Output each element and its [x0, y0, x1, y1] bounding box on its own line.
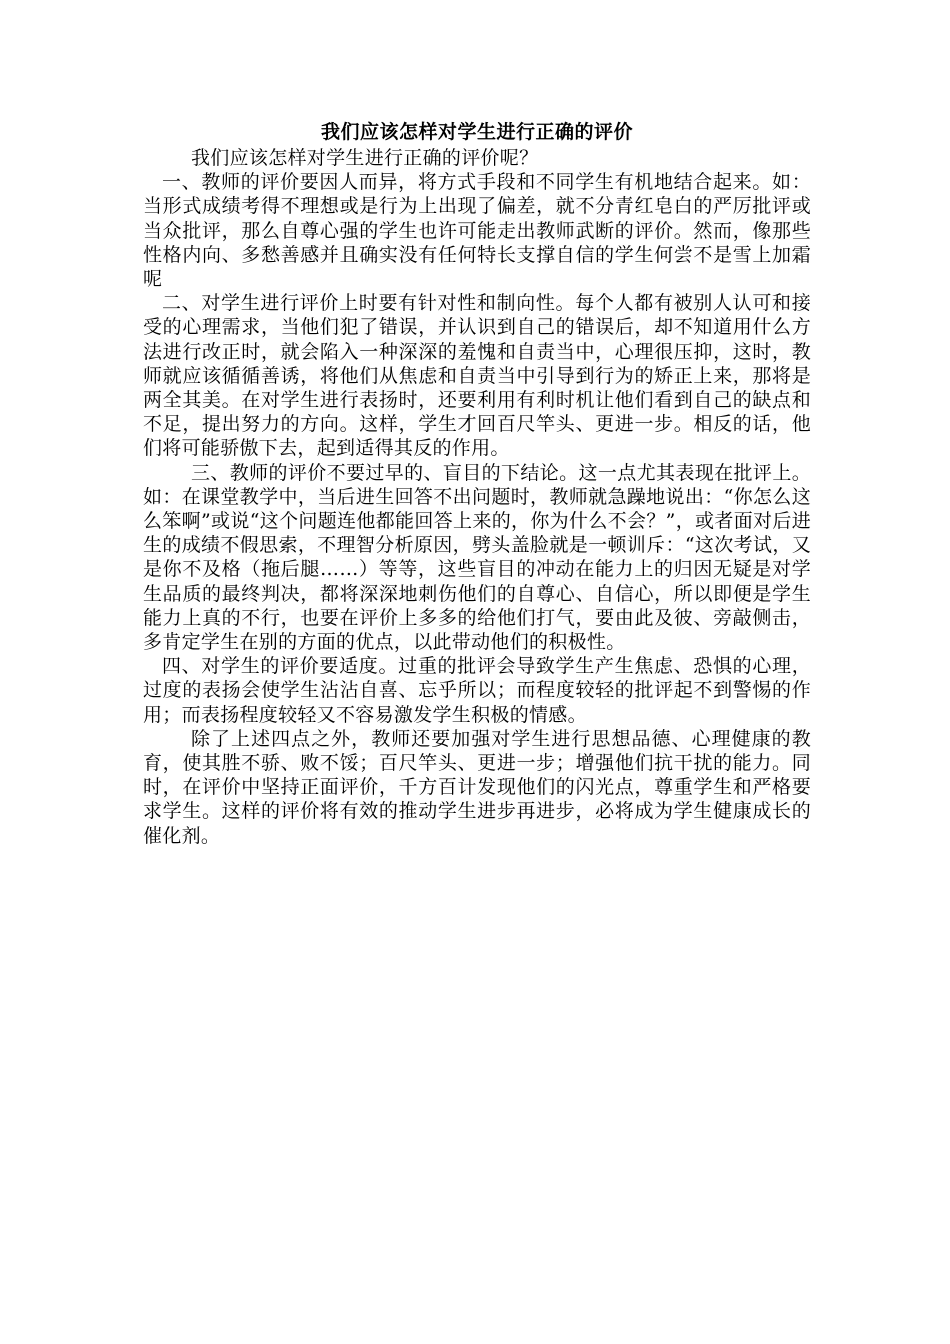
document-title: 我们应该怎样对学生进行正确的评价: [320, 121, 633, 143]
paragraph-point-4: 四、对学生的评价要适度。过重的批评会导致学生产生焦虑、恐惧的心理，过度的表扬会使学生沾沾自喜、忘乎所以；而程度较轻的批评起不到警惕的作用；而表扬程度较轻又不容易激发学生积极的情感。: [143, 655, 811, 726]
document-page: [143, 118, 811, 848]
intro-question: 我们应该怎样对学生进行正确的评价呢？: [191, 147, 539, 169]
paragraph-point-2: 二、对学生进行评价上时要有针对性和制向性。每个人都有被别人认可和接受的心理需求，当他们犯了错误，并认识到自己的错误后，却不知道用什么方法进行改正时，就会陷入一种深深的羞愧和自责当中，心理很压抑，这时，教师就应该循循善诱，将他们从焦虑和自责当中引导到行为的矫正上来，那将是两全其美。在对学生进行表扬时，还要利用有利时机让他们看到自己的缺点和不足，提出努力的方向。这样，学生才回百尺竿头、更进一步。相反的话，他们将可能骄傲下去，起到适得其反的作用。: [143, 292, 811, 460]
paragraph-point-1: 一、教师的评价要因人而异，将方式手段和不同学生有机地结合起来。如：当形式成绩考得不理想或是行为上出现了偏差，就不分青红皂白的严厉批评或当众批评，那么自尊心强的学生也许可能走出教师武断的评价。然而，像那些性格内向、多愁善感并且确实没有任何特长支撑自信的学生何尝不是雪上加霜呢: [143, 171, 811, 291]
paragraph-point-3: 三、教师的评价不要过早的、盲目的下结论。这一点尤其表现在批评上。如：在课堂教学中，当后进生回答不出问题时，教师就急躁地说出：“你怎么这么笨啊”或说“这个问题连他都能回答上来的，你为什么不会？”，或者面对后进生的成绩不假思索，不理智分析原因，劈头盖脸就是一顿训斥：“这次考试，又是你不及格（拖后腿……）等等，这些盲目的冲动在能力上的归因无疑是对学生品质的最终判决，都将深深地刺伤他们的自尊心、自信心，所以即便是学生能力上真的不行，也要在评价上多多的给他们打气，要由此及彼、旁敲侧击，多肯定学生在别的方面的优点，以此带动他们的积极性。: [143, 461, 811, 654]
paragraph-conclusion: 除了上述四点之外，教师还要加强对学生进行思想品德、心理健康的教育，使其胜不骄、败不馁；百尺竿头、更进一步；增强他们抗干扰的能力。同时，在评价中坚持正面评价，千方百计发现他们的闪光点，尊重学生和严格要求学生。这样的评价将有效的推动学生进步再进步，必将成为学生健康成长的催化剂。: [143, 727, 811, 847]
